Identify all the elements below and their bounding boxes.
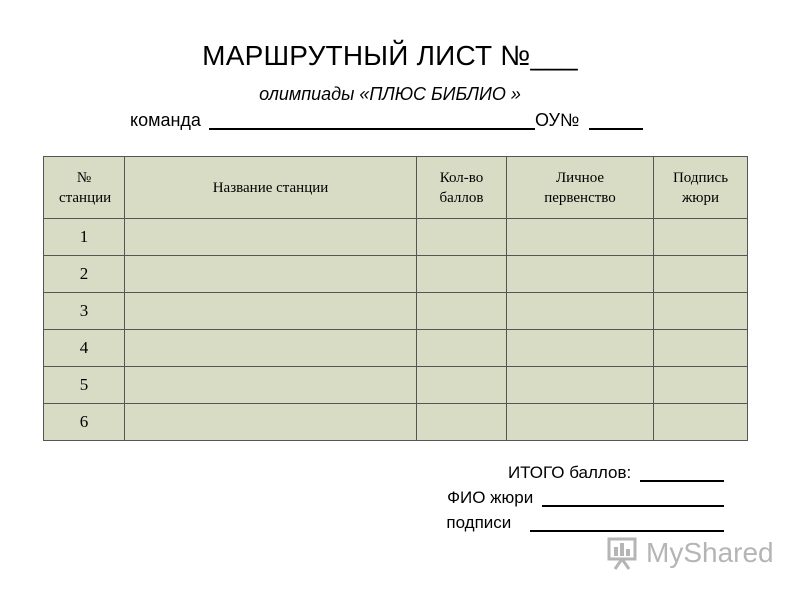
personal-cell[interactable]	[507, 256, 654, 293]
station-name-cell[interactable]	[125, 330, 417, 367]
table-row	[44, 367, 748, 404]
route-table	[43, 156, 748, 441]
signature-cell[interactable]	[654, 219, 748, 256]
col-signature	[654, 157, 748, 219]
personal-cell[interactable]	[507, 293, 654, 330]
personal-cell[interactable]	[507, 219, 654, 256]
points-cell[interactable]	[417, 367, 507, 404]
station-name-cell[interactable]	[125, 404, 417, 441]
row-number: 1	[44, 219, 125, 256]
col-signature-label: Подпись жюри	[672, 169, 729, 206]
points-cell[interactable]	[417, 256, 507, 293]
sign-line	[446, 512, 724, 533]
team-blank	[209, 108, 535, 130]
col-points	[417, 157, 507, 219]
table-row	[44, 219, 748, 256]
col-station-name: Название станции	[125, 157, 417, 219]
personal-cell[interactable]	[507, 330, 654, 367]
page-subtitle: олимпиады «ПЛЮС БИБЛИО »	[259, 84, 521, 104]
col-personal	[507, 157, 654, 219]
team-line	[130, 108, 643, 131]
watermark	[606, 536, 774, 570]
signature-cell[interactable]	[654, 404, 748, 441]
points-cell[interactable]	[417, 330, 507, 367]
station-name-cell[interactable]	[125, 219, 417, 256]
station-name-cell[interactable]	[125, 256, 417, 293]
table-row	[44, 256, 748, 293]
jury-line	[447, 487, 724, 508]
points-cell[interactable]	[417, 404, 507, 441]
station-name-cell[interactable]	[125, 367, 417, 404]
col-station-number-label: № станции	[59, 169, 112, 206]
station-name-cell[interactable]	[125, 293, 417, 330]
signature-cell[interactable]	[654, 256, 748, 293]
team-label: команда	[130, 110, 201, 130]
col-personal-label: Личное первенство	[544, 169, 616, 206]
col-station-number	[44, 157, 125, 219]
table-row	[44, 404, 748, 441]
points-cell[interactable]	[417, 293, 507, 330]
watermark-text: MyShared	[646, 537, 774, 568]
row-number: 4	[44, 330, 125, 367]
row-number: 3	[44, 293, 125, 330]
sign-label: подписи	[446, 513, 512, 532]
points-cell[interactable]	[417, 219, 507, 256]
signature-cell[interactable]	[654, 367, 748, 404]
school-label: ОУ№	[534, 110, 580, 130]
row-number: 6	[44, 404, 125, 441]
presentation-board-icon	[606, 536, 642, 570]
col-points-label: Кол-во баллов	[439, 169, 484, 206]
school-blank	[589, 108, 643, 130]
sign-blank	[530, 512, 724, 532]
personal-cell[interactable]	[507, 404, 654, 441]
signature-cell[interactable]	[654, 293, 748, 330]
row-number: 2	[44, 256, 125, 293]
page-title: МАРШРУТНЫЙ ЛИСТ №___	[202, 40, 578, 71]
jury-label: ФИО жюри	[447, 488, 534, 507]
table-header-row	[44, 157, 748, 219]
table-row	[44, 293, 748, 330]
table-row	[44, 330, 748, 367]
total-blank	[640, 462, 724, 482]
total-label: ИТОГО баллов:	[507, 463, 632, 482]
jury-blank	[542, 487, 724, 507]
total-line	[508, 462, 724, 483]
signature-cell[interactable]	[654, 330, 748, 367]
personal-cell[interactable]	[507, 367, 654, 404]
row-number: 5	[44, 367, 125, 404]
